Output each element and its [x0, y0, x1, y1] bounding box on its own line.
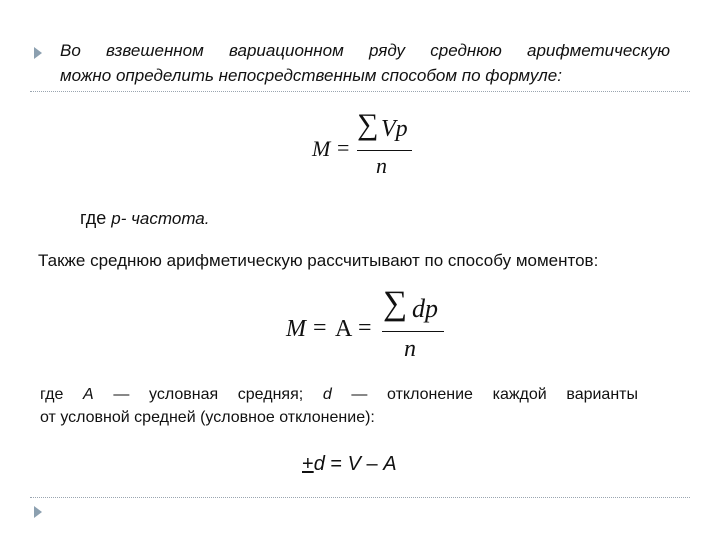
explanation-line-1 [40, 383, 638, 406]
divider [30, 91, 690, 92]
formula3-minus: – [360, 453, 384, 475]
intro-line-1: Во взвешенном вариационном ряду среднюю арифметическую [60, 41, 670, 60]
formula2-lhs: M [286, 316, 306, 342]
formula1-equals: = [337, 135, 350, 160]
formula2-sigma: ∑ [383, 285, 408, 322]
bullet-arrow-icon [34, 47, 42, 59]
where-prefix: где [80, 208, 107, 228]
formula2-a: A [335, 316, 353, 342]
formula3-v: V [347, 453, 361, 475]
moments-explanation [40, 383, 638, 429]
moments-intro: Также среднюю арифметическую рассчитывают по способу моментов: [38, 251, 599, 270]
formula3-a: A [383, 453, 397, 475]
explanation-line-2: от условной средней (условное отклонение): [40, 409, 375, 426]
formula3-plus: + [302, 453, 314, 475]
formula1-sigma: ∑ [357, 108, 379, 141]
formula2-equals-2: = [358, 315, 372, 341]
intro-line-2: можно определить непосредственным способом по формуле: [60, 66, 562, 85]
formula1-fraction-bar [357, 150, 412, 151]
bullet-arrow-icon [34, 506, 42, 518]
formula3-d: d [313, 453, 325, 475]
formula2-equals-1: = [313, 315, 327, 341]
formula1-lhs: M [312, 136, 331, 161]
formula1-numerator: Vp [381, 116, 408, 142]
intro-paragraph [60, 38, 670, 88]
explanation-d-definition: — отклонение каждой варианты [351, 386, 638, 403]
explanation-a-definition: — условная средняя; [113, 386, 304, 403]
formula3-equals: = [324, 453, 348, 475]
where-p-text: p- частота. [111, 209, 210, 228]
divider-bottom [30, 497, 690, 498]
formula2-denominator: n [404, 336, 416, 362]
formula1-denominator: n [376, 153, 387, 178]
explanation-a-symbol: А [83, 386, 94, 403]
where-p-line [80, 208, 209, 229]
explanation-d-symbol: d [322, 386, 332, 403]
formula2-fraction-bar [382, 331, 444, 332]
explanation-where: где [40, 386, 64, 403]
formula-deviation [302, 453, 397, 476]
formula2-numerator: dp [412, 294, 438, 323]
